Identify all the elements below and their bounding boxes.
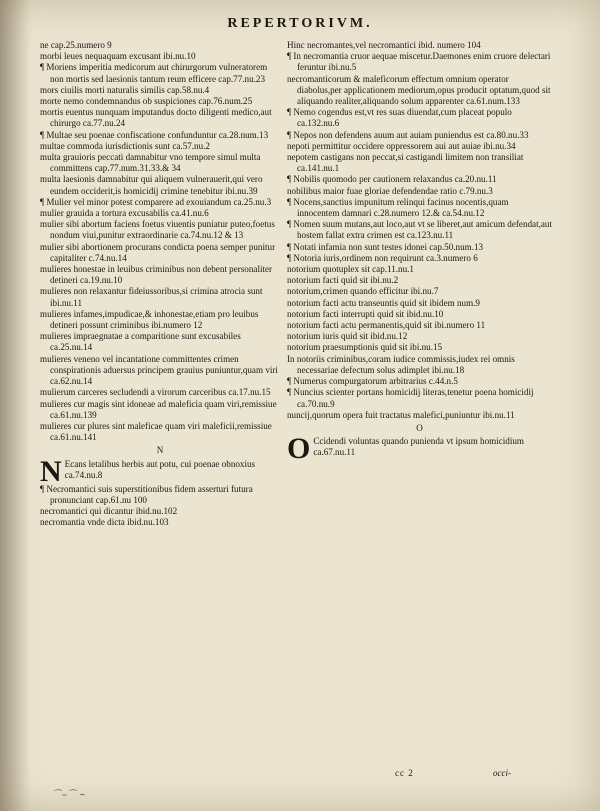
index-entry: multa laesionis damnabitur qui aliquem vulnerauerit,qui vero eundem occiderit,is homicidij crimine tenebitur ibi.nu.39 — [40, 174, 263, 196]
index-entry: ¶ Nepos non defendens auum aut auiam puniendus est ca.80.nu.33 — [287, 129, 529, 140]
index-entry: ne cap.25.numero 9 — [40, 40, 112, 50]
section-letter-n: N — [156, 445, 164, 456]
spine-shadow — [0, 0, 30, 811]
index-entry: notorium facti quid sit ibi.nu.2 — [287, 275, 399, 286]
catchword: occi- — [493, 768, 511, 778]
index-entry: mulieres honestae in leuibus criminibus non debent personaliter detineri ca.19.nu.10 — [40, 264, 273, 286]
index-entry: In notoriis criminibus,coram iudice commissis,iudex rei omnis necessariae defectum solus adimplet ibi.nu.18 — [287, 353, 515, 375]
index-entry: mortis euentus nunquam imputandus docto diligenti medico,aut chirurgo ca.77.nu.24 — [40, 107, 272, 129]
left-column — [40, 40, 280, 528]
index-entry: mors ciuilis morti naturalis similis cap.58.nu.4 — [40, 84, 210, 95]
index-entry: mulier grauida a tortura excusabilis ca.41.nu.6 — [40, 208, 209, 219]
signature-mark: cc 2 — [395, 768, 414, 778]
index-entry: ¶ Notoria iuris,ordinem non requirunt ca.3.numero 6 — [287, 252, 478, 263]
index-entry: notorium iuris quid sit ibid.nu.12 — [287, 331, 408, 342]
index-entry: ¶ Mulier vel minor potest comparere ad exouiandum ca.25.nu.3 — [40, 196, 272, 207]
initial-entry-o — [287, 432, 552, 466]
drop-cap-o: O — [287, 432, 311, 466]
index-entry: nepotem castigans non peccat,si castigandi limitem non transiliat ca.141.nu.1 — [287, 152, 524, 174]
index-entry: notorium praesumptionis quid sit ibi.nu.15 — [287, 342, 443, 353]
index-entry: multa grauioris peccati damnabitur vno tempore simul multa committens cap.77.num.31.33.& 34 — [40, 152, 261, 174]
index-entry: ¶ Nomen suum mutans,aut loco,aut vt se liberet,aut amicum defendat,aut hostem fallat extra crimen est ca.123.nu.11 — [287, 219, 552, 241]
index-entry: ¶ Multae seu poenae confiscatione confunduntur ca.28.num.13 — [40, 129, 269, 140]
index-entry: ¶ Numerus compurgatorum arbitrarius c.44.n.5 — [287, 376, 458, 387]
index-entry: morbi leues nequaquam excusant ibi.nu.10 — [40, 51, 196, 62]
index-entry: morte nemo condemnandus ob suspiciones cap.76.num.25 — [40, 96, 253, 107]
index-entry: mulieres cur magis sint idoneae ad maleficia quam viri,remissiue ca.61.nu.139 — [40, 398, 277, 420]
index-entry: mulieres impraegnatae a comparitione sunt excusabiles ca.25.nu.14 — [40, 331, 241, 353]
section-letter-o: O — [416, 422, 423, 433]
index-entry: necromanticorum & maleficorum effectum omnium operator diabolus,per applicationem mediorum,opus producit optatum,quod sit aliquando realiter,aliquando solum apparenter ca.61.num.133 — [287, 73, 551, 107]
index-entry: Hinc necromantes,vel necromantici ibid. numero 104 — [287, 40, 481, 50]
index-entry: ¶ Moriens imperitia medicorum aut chirurgorum vulneratorem non mortis sed laesionis tantum reum efficere cap.77.nu.23 — [40, 62, 268, 84]
index-entry: mulierum carceres secludendi a virorum carceribus ca.17.nu.15 — [40, 387, 271, 398]
index-entry: ¶ Necromantici suis superstitionibus fidem asserturi futura pronunciant cap.61.nu 100 — [40, 483, 253, 505]
index-entry: ¶ Nocens,sanctius impunitum relinqui facinus nocentis,quam innocentem damnari c.28.numero 12.& ca.54.nu.12 — [287, 196, 509, 219]
index-entry: mulier sibi abortionem procurans condicta poena semper punitur capitaliter c.74.nu.14 — [40, 241, 276, 263]
handwritten-marks: ⌒⌣⌒ ⌢ — [52, 790, 85, 800]
index-entry: nobilibus maior fuae gloriae defendendae ratio c.79.nu.3 — [287, 185, 493, 196]
initial-entry-text: Ccidendi voluntas quando punienda vt ipsum homicidium ca.67.nu.11 — [313, 436, 524, 458]
index-entry: necromantici qui dicantur ibid.nu.102 — [40, 505, 178, 516]
index-entry: mulier sibi abortum faciens foetus viuentis puniatur puteo,foetus nondum viui,punitur extraordinarie ca.74.nu.12 & 13 — [40, 219, 275, 241]
index-entry: ¶ Notati infamia non sunt testes idonei cap.50.num.13 — [287, 241, 484, 252]
index-entry: ¶ Nuncius scienter portans homicidij literas,tenetur poena homicidij ca.70.nu.9 — [287, 387, 534, 409]
right-column — [287, 40, 552, 466]
index-entry: ¶ In necromantia cruor aequae miscetur.Daemones enim cruore delectari feruntur ibi.nu.5 — [287, 51, 551, 73]
right-entry-list — [287, 40, 552, 421]
index-entry: ¶ Nemo cogendus est,vt res suas diuendat,cum placeat populo ca.132.nu.6 — [287, 107, 512, 129]
index-entry: notorium facti actu transeuntis quid sit ibidem num.9 — [287, 297, 480, 308]
index-entry: ¶ Nobilis quomodo per cautionem relaxandus ca.20.nu.11 — [287, 174, 497, 185]
index-entry: notorium facti actu permanentis,quid sit ibi.numero 11 — [287, 320, 486, 331]
index-entry: notorium quotuplex sit cap.11.nu.1 — [287, 264, 414, 275]
index-entry: nuncij,quorum opera fuit tractatus malefici,puniuntur ibi.nu.11 — [287, 409, 515, 420]
index-entry: notorium facti interrupti quid sit ibid.nu.10 — [287, 308, 444, 319]
left-tail-list — [40, 484, 280, 529]
initial-entry-n — [40, 454, 280, 488]
index-entry: multae commoda iurisdictionis sunt ca.57.nu.2 — [40, 140, 210, 151]
index-entry: notorium,crimen quando efficitur ibi.nu.7 — [287, 286, 439, 297]
index-entry: necromantia vnde dicta ibid.nu.103 — [40, 517, 169, 528]
index-entry: mulieres veneno vel incantatione committentes crimen conspirationis aduersus principem grauius puniuntur,quam viri ca.62.nu.14 — [40, 353, 278, 387]
initial-entry-text: Ecans letalibus herbis aut potu, cui poenae obnoxius ca.74.nu.8 — [64, 458, 256, 480]
index-entry: mulieres infames,impudicae,& inhonestae,etiam pro leuibus detineri possunt criminibus ibi.numero 12 — [40, 308, 259, 331]
index-entry: mulieres cur plures sint maleficae quam viri maleficii,remissiue ca.61.nu.141 — [40, 420, 272, 443]
drop-cap-n: N — [40, 454, 62, 488]
left-entry-list — [40, 40, 280, 443]
running-header: REPERTORIVM. — [227, 16, 373, 31]
index-entry: mulieres non relaxantur fideiussoribus,si crimina atrocia sunt ibi.nu.11 — [40, 286, 263, 308]
index-entry: nepoti permittitur occidere oppressorem aui aut auiae ibi.nu.34 — [287, 140, 516, 151]
